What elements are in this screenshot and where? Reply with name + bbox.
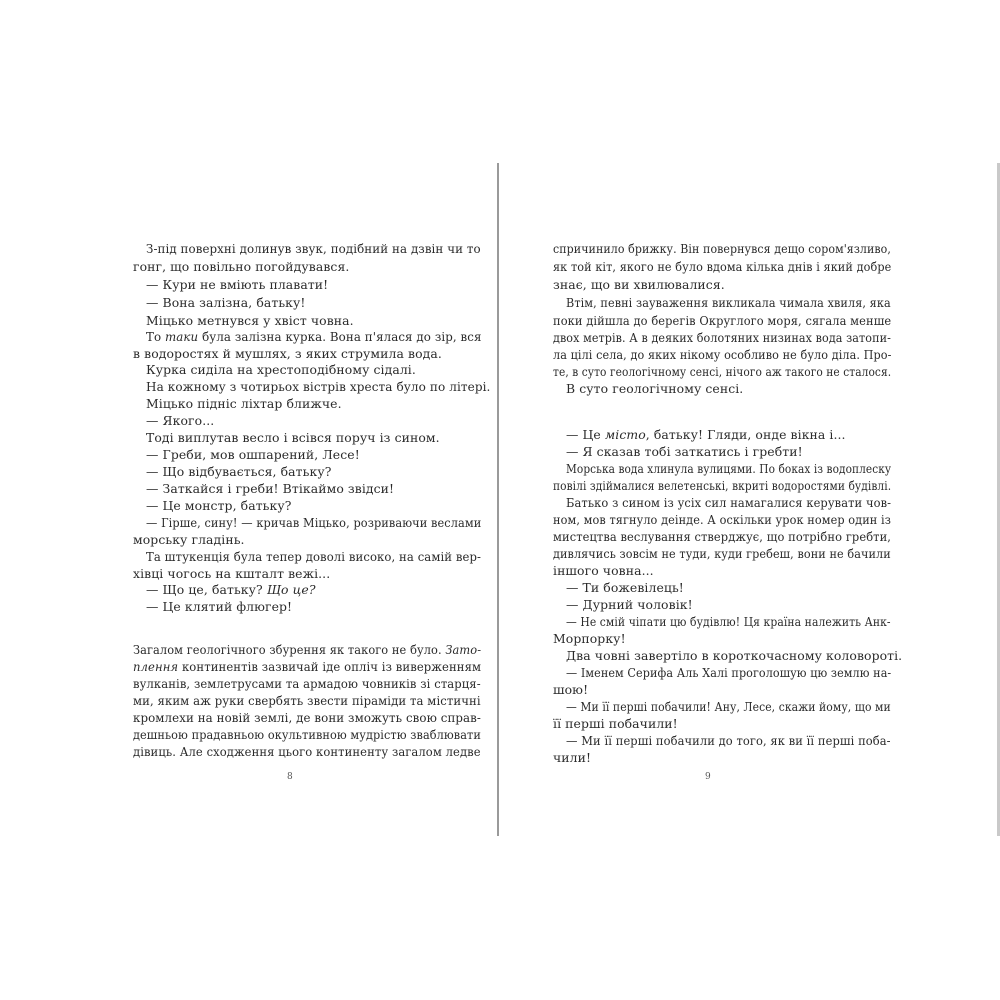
text-line: Та штукенція була тепер доволі високо, на самій вер- bbox=[146, 549, 482, 564]
text-line: — Іменем Серифа Аль Халі проголошую цю землю на- bbox=[566, 665, 892, 680]
text-line: — Якого... bbox=[146, 413, 215, 428]
text-line: те, в суто геологічному сенсі, нічого аж такого не сталося. bbox=[553, 364, 892, 379]
text-line: мистецтва веслування стверджує, що потрібно гребти, bbox=[553, 529, 892, 544]
text-line: — Це монстр, батьку? bbox=[146, 498, 292, 513]
text-segment: , батьку! Гляди, онде вікна і... bbox=[645, 427, 846, 442]
text-line: — Гірше, сину! — кричав Міцько, розриваючи веслами bbox=[146, 515, 482, 530]
italic-text: місто bbox=[604, 427, 646, 442]
text-segment: була залізна курка. Вона п'ялася до зір, вся bbox=[198, 329, 482, 344]
text-line: шою! bbox=[553, 682, 589, 697]
text-line: Два човні завертіло в короткочасному коловороті. bbox=[566, 648, 903, 663]
text-line: Тоді виплутав весло і всівся поруч із сином. bbox=[146, 430, 440, 445]
book-gutter bbox=[497, 163, 499, 836]
text-line: іншого човна... bbox=[553, 563, 654, 578]
text-line: її перші побачили! bbox=[553, 716, 678, 731]
text-line: З-під поверхні долинув звук, подібний на дзвін чи то bbox=[146, 241, 481, 256]
text-segment: континентів зазвичай іде опліч із виверженням bbox=[178, 659, 482, 674]
text-line: двох метрів. А в деяких болотяних низинах вода затопи- bbox=[553, 330, 891, 345]
text-line: — Ти божевілець! bbox=[566, 580, 684, 595]
text-line: дешньою прадавньою окультивною мудрістю зваблювати bbox=[133, 727, 481, 742]
italic-text: Що це? bbox=[266, 582, 316, 597]
text-line: гонг, що повільно погойдувався. bbox=[133, 259, 350, 274]
left-page-number: 8 bbox=[287, 772, 293, 782]
text-line: — Греби, мов ошпарений, Лесе! bbox=[146, 447, 360, 462]
text-line: — Заткайся і греби! Втікаймо звідси! bbox=[146, 481, 395, 496]
text-line bbox=[146, 583, 316, 597]
text-line: — Дурний чоловік! bbox=[566, 597, 693, 612]
text-line: спричинило брижку. Він повернувся дещо сором'язливо, bbox=[553, 241, 891, 256]
text-line: В суто геологічному сенсі. bbox=[566, 381, 744, 396]
text-line bbox=[566, 428, 846, 442]
text-line: ла цілі села, до яких нікому особливо не було діла. Про- bbox=[553, 347, 892, 362]
text-line: Міцько метнувся у хвіст човна. bbox=[146, 313, 354, 328]
text-line: На кожному з чотирьох вістрів хреста було по літері. bbox=[146, 379, 491, 394]
text-line: повілі здіймалися велетенські, вкриті водоростями будівлі. bbox=[553, 478, 892, 493]
text-line: знає, що ви хвилювалися. bbox=[553, 277, 725, 292]
text-line: поки дійшла до берегів Округлого моря, сягала менше bbox=[553, 313, 892, 328]
italic-text: таки bbox=[165, 329, 199, 344]
text-line: в водоростях й мушлях, з яких струмила вода. bbox=[133, 346, 442, 361]
text-line: як той кіт, якого не було вдома кілька днів і який добре bbox=[553, 259, 892, 274]
text-line: вулканів, землетрусами та армадою човників зі старця- bbox=[133, 676, 481, 691]
text-line: — Ми її перші побачили до того, як ви її перші поба- bbox=[566, 733, 891, 748]
text-line bbox=[146, 330, 482, 344]
text-line: — Що відбувається, батьку? bbox=[146, 464, 332, 479]
text-line: — Ми її перші побачили! Ану, Лесе, скажи йому, що ми bbox=[566, 699, 891, 714]
text-line: — Вона залізна, батьку! bbox=[146, 295, 306, 310]
text-line: хівці чогось на кшталт вежі... bbox=[133, 566, 331, 581]
text-line: дівиць. Але сходження цього континенту загалом ледве bbox=[133, 744, 481, 759]
text-line: — Це клятий флюгер! bbox=[146, 599, 293, 614]
right-page-number: 9 bbox=[705, 772, 711, 782]
text-segment: — Це bbox=[566, 427, 605, 442]
text-segment: То bbox=[146, 329, 166, 344]
text-segment: Загалом геологічного збурення як такого не було. bbox=[133, 642, 446, 657]
italic-text: плення bbox=[133, 659, 179, 674]
text-line: Батько з сином із усіх сил намагалися керувати чов- bbox=[566, 495, 892, 510]
text-segment: — Що це, батьку? bbox=[146, 582, 267, 597]
text-line: чили! bbox=[553, 750, 592, 765]
text-line: Втім, певні зауваження викликала чимала хвиля, яка bbox=[566, 295, 891, 310]
italic-text: Зато- bbox=[445, 642, 482, 657]
text-line: — Кури не вміють плавати! bbox=[146, 277, 329, 292]
text-line: Курка сиділа на хрестоподібному сідалі. bbox=[146, 362, 416, 377]
text-line: Міцько підніс ліхтар ближче. bbox=[146, 396, 342, 411]
text-line: ми, яким аж руки свербять звести піраміди та містичні bbox=[133, 693, 481, 708]
text-line bbox=[133, 660, 481, 674]
text-line: Морська вода хлинула вулицями. По боках із водоплеску bbox=[566, 461, 892, 476]
text-line bbox=[133, 643, 481, 657]
text-line: — Я сказав тобі заткатись і гребти! bbox=[566, 444, 803, 459]
text-line: кромлехи на новій землі, де вони зможуть свою справ- bbox=[133, 710, 481, 725]
text-line: ном, мов тягнуло деінде. А оскільки урок номер один із bbox=[553, 512, 891, 527]
text-line: Морпорку! bbox=[553, 631, 626, 646]
text-line: морську гладінь. bbox=[133, 532, 245, 547]
text-line: дивлячись зовсім не туди, куди гребеш, вони не бачили bbox=[553, 546, 891, 561]
text-line: — Не смій чіпати цю будівлю! Ця країна належить Анк- bbox=[566, 614, 891, 629]
